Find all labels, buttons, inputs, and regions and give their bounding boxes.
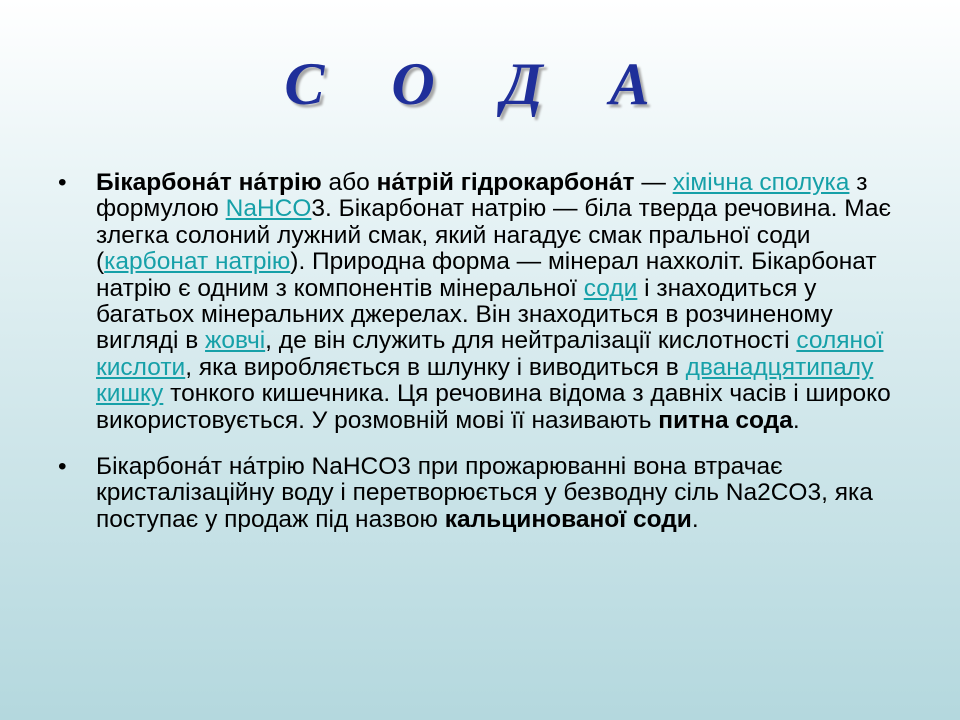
- text-segment: ). Природна форма — мінерал нахколіт. Бікарбонат натрію є одним з компонентів мінеральної: [96, 248, 877, 302]
- text-segment: з формулою: [96, 169, 868, 223]
- link-soda[interactable]: соди: [583, 274, 638, 302]
- text-segment: , яка виробляється в шлунку і виводиться в: [185, 353, 686, 381]
- link-duodenum[interactable]: дванадцятипалу кишку: [96, 353, 874, 408]
- link-hydrochloric-acid[interactable]: соляної кислоти: [96, 327, 884, 381]
- bullet-item-2: [58, 454, 920, 533]
- text-segment: 3. Бікарбонат натрію — біла тверда речовина. Має злегка солоний лужний смак, який нагадує смак пральної соди (: [96, 195, 892, 276]
- text-segment: , де він служить для нейтралізації кислотності: [265, 327, 797, 355]
- term-drinking-soda: питна сода: [658, 406, 793, 434]
- text-segment: Бікарбона́т на́трію NaHCO3 при прожарюванні вона втрачає кристалізаційну воду і перетворюється у безводну сіль Na2CO3, яка поступає у продаж під назвою: [96, 453, 873, 533]
- bullet-item-1: [58, 170, 920, 434]
- text-segment: або: [321, 169, 377, 196]
- link-chemical-compound[interactable]: хімічна сполука: [672, 169, 850, 196]
- text-segment: .: [691, 505, 699, 533]
- slide-content: [58, 170, 920, 533]
- link-sodium-carbonate[interactable]: карбонат натрію: [104, 248, 291, 276]
- slide-title: С О Д А: [284, 51, 676, 117]
- text-segment: тонкого кишечника. Ця речовина відома з давніх часів і широко використовується. У розмовній мові її називають: [96, 380, 891, 434]
- link-formula[interactable]: NaHCO: [225, 195, 312, 223]
- text-segment: .: [792, 406, 800, 434]
- text-segment: —: [634, 169, 673, 196]
- bullet-icon: •: [58, 453, 67, 481]
- term-bold-alt: на́трій гідрокарбона́т: [376, 169, 635, 196]
- term-calcined-soda: кальцинованої соди: [444, 505, 692, 533]
- term-bold: Бікарбона́т на́трію: [96, 169, 322, 196]
- text-segment: і знаходиться у багатьох мінеральних джерелах. Він знаходиться в розчиненому вигляді в: [96, 274, 833, 355]
- link-bile[interactable]: жовчі: [205, 327, 266, 355]
- bullet-icon: •: [58, 169, 67, 196]
